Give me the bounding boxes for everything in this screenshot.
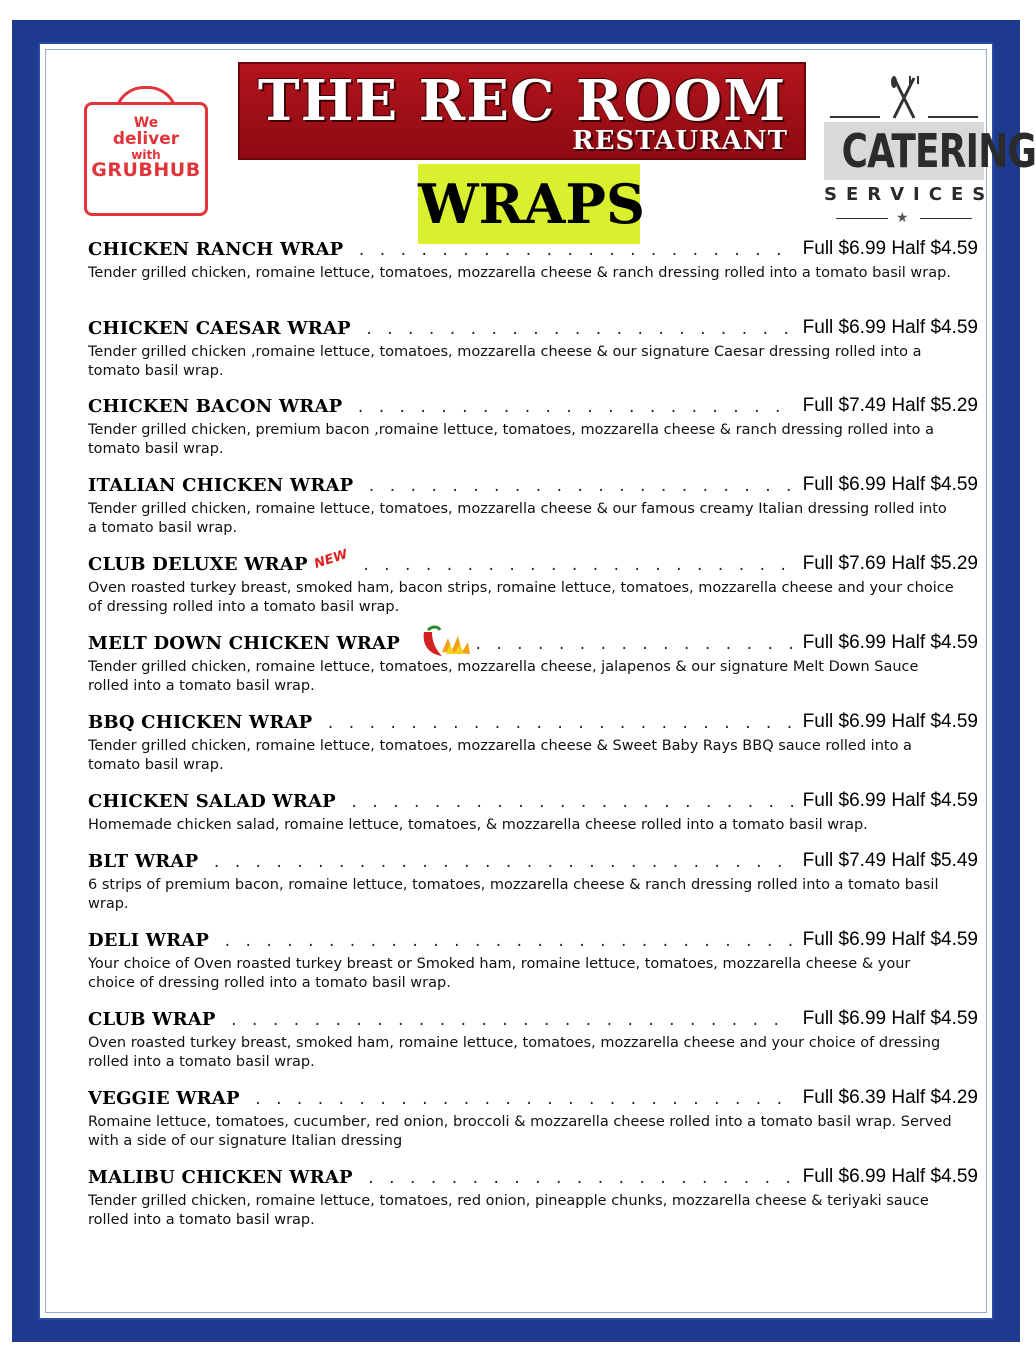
menu-item[interactable]: [88, 470, 978, 538]
item-description: Oven roasted turkey breast, smoked ham, bacon strips, romaine lettuce, tomatoes, mozzarella cheese and your choice of dressing rolled into a tomato basil wrap.: [88, 580, 954, 615]
hot-pepper-icon: [418, 624, 474, 658]
item-name: BBQ CHICKEN WRAP: [88, 712, 313, 733]
menu-item[interactable]: [88, 391, 978, 459]
item-description: Oven roasted turkey breast, smoked ham, romaine lettuce, tomatoes, mozzarella cheese and your choice of dressing rolled into a tomato basil wrap.: [88, 1035, 941, 1070]
dot-leader: [230, 1012, 793, 1030]
item-name: ITALIAN CHICKEN WRAP: [88, 475, 354, 496]
item-price: Full $6.99 Half $4.59: [802, 632, 978, 653]
logo-rule-right: [928, 116, 978, 118]
item-description: 6 strips of premium bacon, romaine lettuce, tomatoes, mozzarella cheese & ranch dressing rolled into a tomato basil wrap.: [88, 877, 939, 912]
item-price: Full $7.49 Half $5.29: [802, 395, 978, 416]
item-name: CLUB DELUXE WRAP: [88, 554, 308, 575]
item-name: VEGGIE WRAP: [88, 1088, 240, 1109]
catering-word: CATERING: [841, 124, 1036, 178]
item-price: Full $6.99 Half $4.59: [802, 1166, 978, 1187]
item-price: Full $6.99 Half $4.59: [802, 474, 978, 495]
grubhub-line1: We: [133, 115, 159, 131]
menu-item[interactable]: [88, 846, 978, 914]
new-badge: NEW: [312, 547, 350, 572]
logo-underline-right: [920, 218, 972, 219]
item-price: Full $6.39 Half $4.29: [802, 1087, 978, 1108]
logo-underline-left: [836, 218, 888, 219]
menu-item[interactable]: [88, 313, 978, 381]
item-name: BLT WRAP: [88, 851, 199, 872]
menu-item[interactable]: [88, 1004, 978, 1072]
grubhub-line2: deliver: [112, 128, 180, 149]
catering-logo[interactable]: [824, 74, 1036, 226]
item-name: MELT DOWN CHICKEN WRAP: [88, 633, 400, 654]
item-price: Full $7.69 Half $5.29: [802, 553, 978, 574]
item-price: Full $6.99 Half $4.59: [802, 317, 978, 338]
star-icon: ★: [896, 210, 909, 226]
item-name: CHICKEN BACON WRAP: [88, 396, 343, 417]
item-description: Tender grilled chicken, romaine lettuce, tomatoes, mozzarella cheese & our famous creamy Italian dressing rolled into a tomato basil wrap.: [88, 501, 947, 536]
item-price: Full $6.99 Half $4.59: [802, 238, 978, 259]
item-price: Full $6.99 Half $4.59: [802, 1008, 978, 1029]
item-description: Tender grilled chicken, romaine lettuce, tomatoes, red onion, pineapple chunks, mozzarella cheese & teriyaki sauce rolled into a tomato basil wrap.: [88, 1193, 929, 1228]
item-name: CHICKEN CAESAR WRAP: [88, 318, 351, 339]
dot-leader: [350, 794, 793, 812]
item-price: Full $7.49 Half $5.49: [802, 850, 978, 871]
item-name: CLUB WRAP: [88, 1009, 216, 1030]
section-badge: [418, 164, 646, 244]
menu-item[interactable]: [88, 549, 978, 617]
catering-box: [824, 122, 1036, 180]
dot-leader: [254, 1091, 793, 1109]
menu-item[interactable]: [88, 925, 978, 993]
item-description: Tender grilled chicken ,romaine lettuce, tomatoes, mozzarella cheese & our signature Caesar dressing rolled into a tomato basil wrap.: [88, 344, 922, 379]
item-description: Romaine lettuce, tomatoes, cucumber, red onion, broccoli & mozzarella cheese rolled into a tomato basil wrap. Served with a side of our signature Italian dressing: [88, 1114, 952, 1149]
menu-item[interactable]: [88, 707, 978, 775]
item-description: Your choice of Oven roasted turkey breast or Smoked ham, romaine lettuce, tomatoes, mozzarella cheese & your choice of dressing rolled into a tomato basil wrap.: [88, 956, 911, 991]
restaurant-title: THE REC ROOM: [257, 68, 787, 134]
menu-item[interactable]: [88, 1083, 978, 1151]
dot-leader: [367, 478, 792, 496]
dot-leader: [356, 399, 792, 417]
item-name: DELI WRAP: [88, 930, 210, 951]
dot-leader: [357, 242, 792, 260]
grubhub-brand: GRUBHUB: [91, 159, 201, 182]
item-price: Full $6.99 Half $4.59: [802, 790, 978, 811]
grubhub-text: [84, 116, 208, 181]
dot-leader: [474, 636, 793, 654]
dot-leader: [367, 1170, 793, 1188]
item-description: Homemade chicken salad, romaine lettuce, tomatoes, & mozzarella cheese rolled into a tomato basil wrap.: [88, 817, 868, 833]
item-price: Full $6.99 Half $4.59: [802, 929, 978, 950]
menu-item[interactable]: [88, 786, 978, 835]
dot-leader: [326, 715, 792, 733]
grubhub-badge[interactable]: [84, 86, 208, 216]
dot-leader: [212, 854, 792, 872]
menu-page: [38, 42, 1036, 1320]
fork-knife-icon: [884, 74, 924, 122]
dot-leader: [223, 933, 793, 951]
restaurant-banner: [238, 62, 806, 160]
item-name: MALIBU CHICKEN WRAP: [88, 1167, 353, 1188]
menu-item[interactable]: [88, 234, 978, 283]
item-description: Tender grilled chicken, premium bacon ,romaine lettuce, tomatoes, mozzarella cheese & ranch dressing rolled into a tomato basil wrap.: [88, 422, 934, 457]
item-description: Tender grilled chicken, romaine lettuce, tomatoes, mozzarella cheese, jalapenos & our signature Melt Down Sauce rolled into a tomato basil wrap.: [88, 659, 919, 694]
item-price: Full $6.99 Half $4.59: [802, 711, 978, 732]
item-description: Tender grilled chicken, romaine lettuce, tomatoes, mozzarella cheese & Sweet Baby Rays BBQ sauce rolled into a tomato basil wrap.: [88, 738, 912, 773]
dot-leader: [365, 321, 793, 339]
logo-rule-left: [830, 116, 880, 118]
item-name: CHICKEN SALAD WRAP: [88, 791, 336, 812]
menu-item[interactable]: [88, 1162, 978, 1230]
dot-leader: [362, 557, 793, 575]
item-description: Tender grilled chicken, romaine lettuce, tomatoes, mozzarella cheese & ranch dressing rolled into a tomato basil wrap.: [88, 265, 951, 281]
item-name: CHICKEN RANCH WRAP: [88, 239, 344, 260]
catering-services: SERVICES: [824, 184, 995, 205]
page-frame: [12, 20, 1036, 1342]
menu-item[interactable]: [88, 628, 978, 696]
section-title: WRAPS: [418, 172, 646, 236]
restaurant-subtitle: RESTAURANT: [572, 126, 788, 156]
grubhub-line3: with: [131, 147, 161, 162]
